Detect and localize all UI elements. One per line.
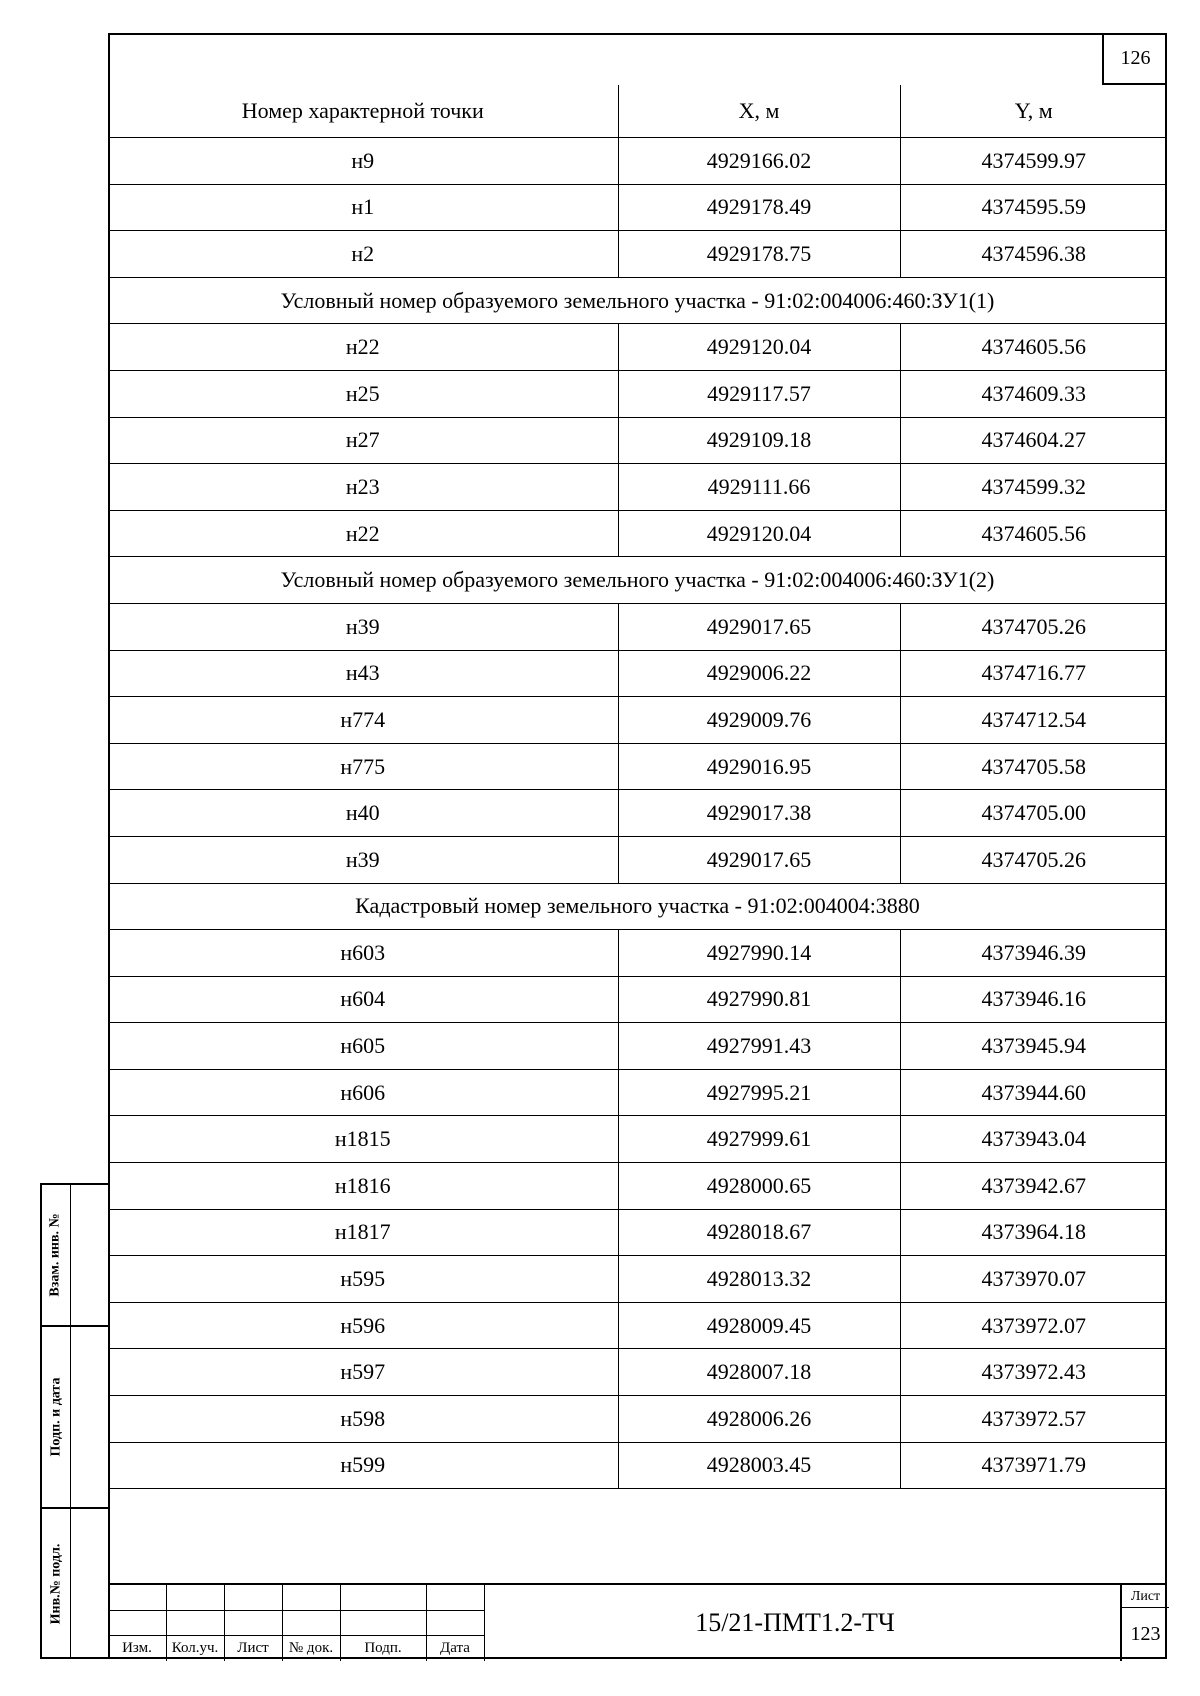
sheet-number: 123 — [1130, 1622, 1161, 1645]
cell-y: 4373943.04 — [900, 1116, 1167, 1163]
side-vzam: Взам. инв. № — [48, 1213, 64, 1297]
cell-y: 4373964.18 — [900, 1209, 1167, 1256]
cell-x: 4927999.61 — [618, 1116, 900, 1163]
col-list: Лист — [237, 1640, 269, 1656]
cell-point: н603 — [108, 930, 618, 977]
cell-x: 4929166.02 — [618, 138, 900, 185]
cell-y: 4374705.00 — [900, 790, 1167, 837]
cell-y: 4373944.60 — [900, 1069, 1167, 1116]
section-row — [108, 883, 1167, 930]
cell-y: 4373971.79 — [900, 1442, 1167, 1489]
cell-point: н1815 — [108, 1116, 618, 1163]
cell-y: 4374595.59 — [900, 184, 1167, 231]
header-x: X, м — [618, 85, 900, 138]
table-row — [108, 1069, 1167, 1116]
cell-x: 4929111.66 — [618, 464, 900, 511]
cell-point: н604 — [108, 976, 618, 1023]
table-row — [108, 1442, 1167, 1489]
cell-y: 4373946.16 — [900, 976, 1167, 1023]
cell-point: н605 — [108, 1023, 618, 1070]
cell-y: 4373972.57 — [900, 1396, 1167, 1443]
coordinates-table — [108, 85, 1167, 1489]
cell-y: 4374716.77 — [900, 650, 1167, 697]
cell-x: 4929009.76 — [618, 697, 900, 744]
table-row — [108, 1023, 1167, 1070]
cell-x: 4928000.65 — [618, 1163, 900, 1210]
table-row — [108, 1116, 1167, 1163]
cell-point: н598 — [108, 1396, 618, 1443]
cell-x: 4928007.18 — [618, 1349, 900, 1396]
cell-point: н39 — [108, 603, 618, 650]
top-page-number: 126 — [1102, 33, 1167, 85]
header-point: Номер характерной точки — [108, 85, 618, 138]
table-row — [108, 231, 1167, 278]
table-row — [108, 184, 1167, 231]
table-row — [108, 1302, 1167, 1349]
table-row — [108, 1209, 1167, 1256]
section-title: Кадастровый номер земельного участка - 91:02:004004:3880 — [108, 883, 1167, 930]
cell-y: 4374705.58 — [900, 743, 1167, 790]
side-stamp — [40, 1183, 108, 1659]
cell-point: н39 — [108, 836, 618, 883]
table-row — [108, 697, 1167, 744]
cell-point: н25 — [108, 370, 618, 417]
section-title: Условный номер образуемого земельного участка - 91:02:004006:460:ЗУ1(2) — [108, 557, 1167, 604]
cell-y: 4373942.67 — [900, 1163, 1167, 1210]
table-row — [108, 1256, 1167, 1303]
cell-y: 4374705.26 — [900, 603, 1167, 650]
cell-y: 4373945.94 — [900, 1023, 1167, 1070]
table-row — [108, 138, 1167, 185]
cell-x: 4929109.18 — [618, 417, 900, 464]
sheet-label: Лист — [1122, 1587, 1169, 1608]
cell-y: 4374605.56 — [900, 510, 1167, 557]
cell-x: 4929017.65 — [618, 836, 900, 883]
cell-x: 4928006.26 — [618, 1396, 900, 1443]
cell-x: 4928013.32 — [618, 1256, 900, 1303]
cell-point: н22 — [108, 510, 618, 557]
cell-x: 4929017.65 — [618, 603, 900, 650]
cell-x: 4929117.57 — [618, 370, 900, 417]
table-row — [108, 743, 1167, 790]
cell-point: н599 — [108, 1442, 618, 1489]
cell-x: 4928003.45 — [618, 1442, 900, 1489]
side-podp: Подп. и дата — [48, 1377, 63, 1457]
col-data: Дата — [440, 1640, 470, 1656]
cell-point: н596 — [108, 1302, 618, 1349]
cell-point: н1816 — [108, 1163, 618, 1210]
col-podp: Подп. — [364, 1640, 402, 1656]
table-row — [108, 324, 1167, 371]
cell-point: н595 — [108, 1256, 618, 1303]
section-row — [108, 557, 1167, 604]
cell-point: н1817 — [108, 1209, 618, 1256]
table-row — [108, 836, 1167, 883]
table-row — [108, 930, 1167, 977]
cell-x: 4929120.04 — [618, 324, 900, 371]
table-row — [108, 1396, 1167, 1443]
title-block — [108, 1583, 1167, 1661]
cell-point: н43 — [108, 650, 618, 697]
table-row — [108, 650, 1167, 697]
cell-y: 4374599.97 — [900, 138, 1167, 185]
cell-point: н597 — [108, 1349, 618, 1396]
cell-y: 4374596.38 — [900, 231, 1167, 278]
cell-y: 4373970.07 — [900, 1256, 1167, 1303]
cell-point: н606 — [108, 1069, 618, 1116]
col-izm: Изм. — [122, 1640, 152, 1656]
section-title: Условный номер образуемого земельного участка - 91:02:004006:460:ЗУ1(1) — [108, 277, 1167, 324]
section-row — [108, 277, 1167, 324]
table-row — [108, 603, 1167, 650]
cell-y: 4373972.07 — [900, 1302, 1167, 1349]
cell-x: 4929178.49 — [618, 184, 900, 231]
cell-x: 4929178.75 — [618, 231, 900, 278]
cell-y: 4373946.39 — [900, 930, 1167, 977]
cell-y: 4374712.54 — [900, 697, 1167, 744]
sheet-box — [1120, 1585, 1169, 1661]
cell-y: 4374605.56 — [900, 324, 1167, 371]
table-row — [108, 417, 1167, 464]
cell-point: н775 — [108, 743, 618, 790]
cell-y: 4374705.26 — [900, 836, 1167, 883]
cell-x: 4928009.45 — [618, 1302, 900, 1349]
cell-x: 4929016.95 — [618, 743, 900, 790]
cell-x: 4929006.22 — [618, 650, 900, 697]
cell-y: 4374599.32 — [900, 464, 1167, 511]
table-row — [108, 976, 1167, 1023]
document-code: 15/21-ПМТ1.2-ТЧ — [695, 1608, 895, 1637]
table-row — [108, 464, 1167, 511]
cell-y: 4374609.33 — [900, 370, 1167, 417]
cell-point: н40 — [108, 790, 618, 837]
cell-x: 4929120.04 — [618, 510, 900, 557]
cell-x: 4927995.21 — [618, 1069, 900, 1116]
cell-x: 4928018.67 — [618, 1209, 900, 1256]
table-row — [108, 1349, 1167, 1396]
cell-point: н22 — [108, 324, 618, 371]
table-row — [108, 790, 1167, 837]
table-row — [108, 370, 1167, 417]
cell-point: н1 — [108, 184, 618, 231]
cell-point: н9 — [108, 138, 618, 185]
table-header-row — [108, 85, 1167, 138]
cell-x: 4927991.43 — [618, 1023, 900, 1070]
cell-point: н774 — [108, 697, 618, 744]
side-inv: Инв.№ подл. — [48, 1543, 63, 1625]
cell-point: н23 — [108, 464, 618, 511]
col-ndok: № док. — [288, 1640, 334, 1656]
table-row — [108, 1163, 1167, 1210]
table-row — [108, 510, 1167, 557]
cell-x: 4927990.81 — [618, 976, 900, 1023]
cell-x: 4927990.14 — [618, 930, 900, 977]
cell-point: н27 — [108, 417, 618, 464]
cell-point: н2 — [108, 231, 618, 278]
header-y: Y, м — [900, 85, 1167, 138]
cell-y: 4373972.43 — [900, 1349, 1167, 1396]
cell-x: 4929017.38 — [618, 790, 900, 837]
cell-y: 4374604.27 — [900, 417, 1167, 464]
col-kolu: Кол.уч. — [171, 1640, 219, 1656]
